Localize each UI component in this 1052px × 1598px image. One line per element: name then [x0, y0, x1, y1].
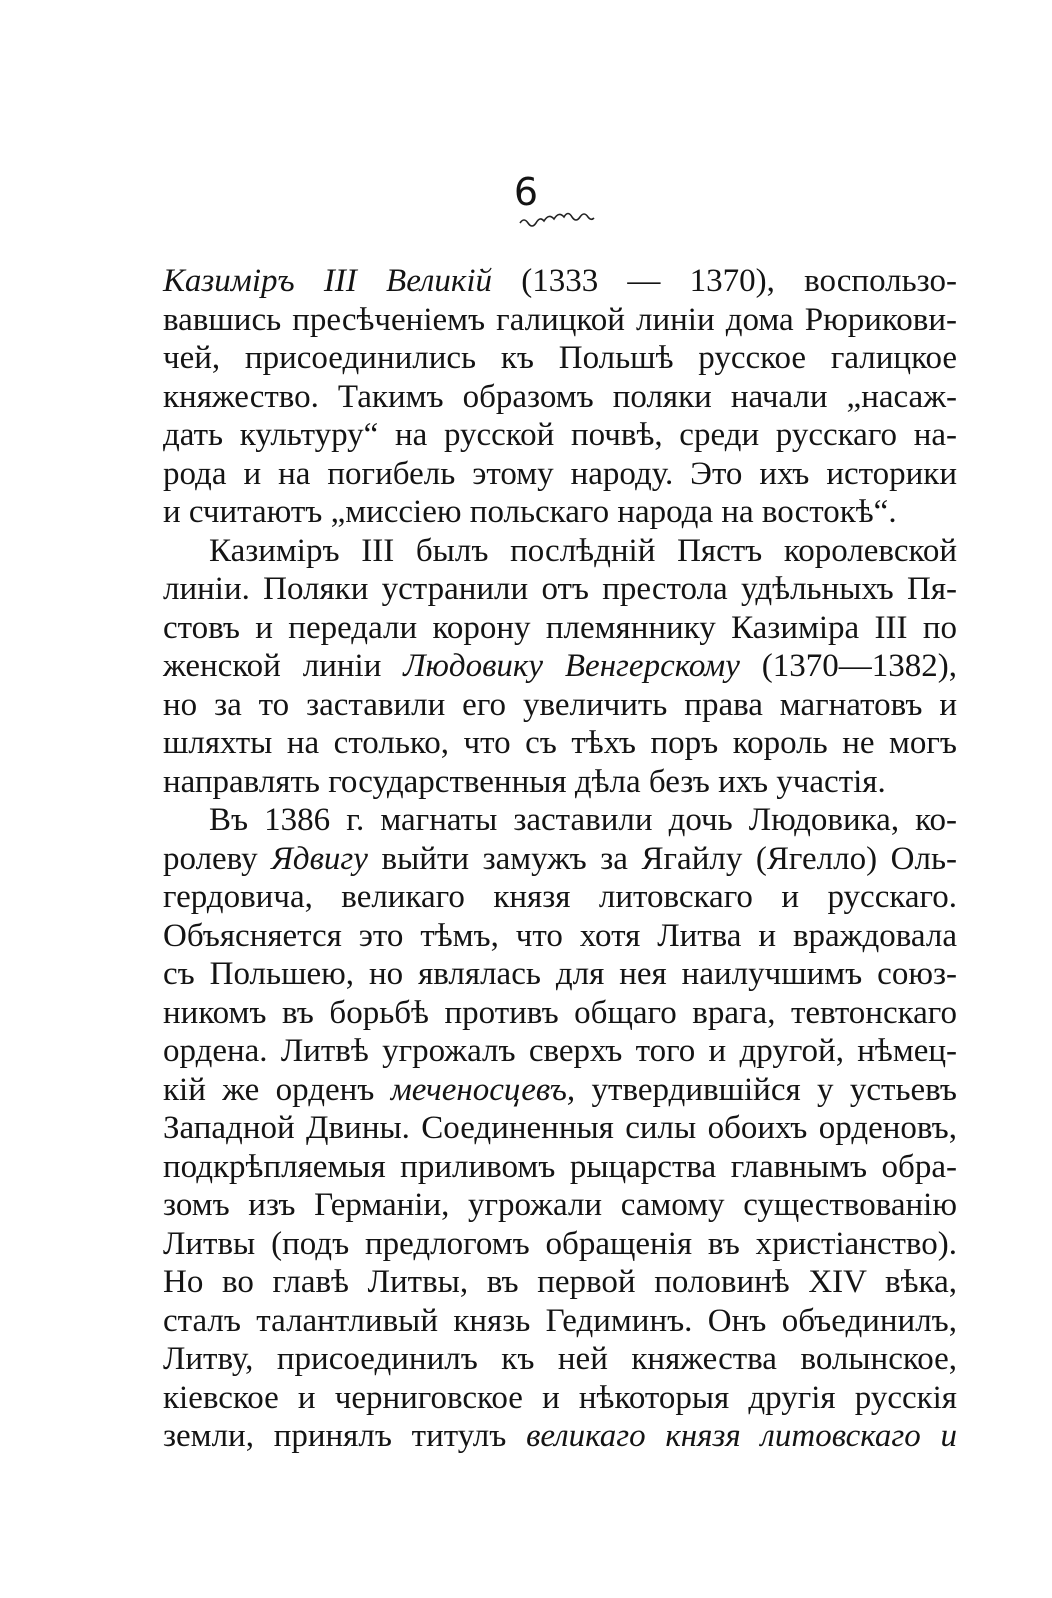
text-line: [163, 955, 957, 994]
text-segment: стовъ и передали корону племяннику Казиміра III по: [163, 609, 957, 646]
text-segment: съ Польшею, но являлась для нея наилучшимъ союз-: [163, 956, 957, 992]
text-line: [163, 339, 957, 378]
text-segment: подкрѣпляемыя приливомъ рыцарства главнымъ обра-: [163, 1148, 957, 1185]
text-segment: чей, присоединились къ Польшѣ русское галицкое: [163, 340, 957, 376]
text-line: [163, 917, 957, 956]
text-segment: Литвы (подъ предлогомъ обращенія въ христіанство).: [163, 1225, 957, 1262]
paragraph: [163, 801, 957, 1456]
text-line: [163, 301, 957, 340]
text-line: [163, 686, 957, 725]
text-segment: но за то заставили его увеличить права магнатовъ и: [163, 686, 957, 723]
text-line: [163, 455, 957, 494]
text-segment: дать культуру“ на русской почвѣ, среди русскаго на-: [163, 417, 957, 453]
italic-text: великаго князя литовскаго и: [526, 1418, 957, 1454]
text-line: [163, 1225, 957, 1264]
paragraph: [163, 262, 957, 532]
text-line: [163, 840, 957, 879]
text-segment: зомъ изъ Германіи, угрожали самому существованію: [163, 1187, 957, 1223]
wave-ornament-icon: [518, 212, 598, 228]
body-text: [163, 262, 957, 1456]
text-line: [163, 416, 957, 455]
text-line: [163, 1032, 957, 1071]
text-line: [163, 378, 957, 417]
text-segment: земли, принялъ титулъ: [163, 1418, 527, 1454]
text-segment: княжество. Такимъ образомъ поляки начали „насаж-: [163, 378, 957, 415]
text-line: [163, 570, 957, 609]
text-segment: Въ 1386 г. магнаты заставили дочь Людовика, ко-: [209, 802, 957, 838]
text-line: [163, 532, 957, 571]
text-segment: сталъ талантливый князь Гедиминъ. Онъ объединилъ,: [163, 1302, 957, 1339]
text-line: [163, 994, 957, 1033]
text-line: [163, 878, 957, 917]
text-line: [163, 647, 957, 686]
text-segment: Объясняется это тѣмъ, что хотя Литва и враждовала: [163, 917, 957, 954]
text-segment: (1333 — 1370), воспользо-: [492, 263, 957, 299]
italic-text: Людовику Венгерскому: [403, 648, 740, 684]
page-number: 6: [513, 170, 539, 214]
text-line: [163, 1417, 957, 1456]
text-line: [163, 1302, 957, 1341]
italic-text: меченосцевъ,: [390, 1071, 576, 1108]
text-segment: кіевское и черниговское и нѣкоторыя другія русскія: [163, 1379, 957, 1416]
text-line: [163, 1340, 957, 1379]
text-line: [163, 1379, 957, 1418]
text-segment: никомъ въ борьбѣ противъ общаго врага, тевтонскаго: [163, 994, 957, 1031]
text-segment: кій же орденъ: [163, 1071, 391, 1108]
text-segment: (1370—1382),: [739, 648, 958, 684]
text-segment: Литву, присоединилъ къ ней княжества волынское,: [163, 1341, 957, 1377]
italic-text: Казиміръ III Великій: [163, 263, 493, 299]
text-line: [163, 763, 957, 802]
text-segment: линіи. Поляки устранили отъ престола удѣльныхъ Пя-: [163, 571, 957, 607]
text-segment: выйти замужъ за Ягайлу (Ягелло) Оль-: [367, 840, 957, 877]
text-line: [163, 609, 957, 648]
text-segment: и считаютъ „миссіею польскаго народа на востокѣ“.: [163, 494, 897, 530]
text-line: [163, 1263, 957, 1302]
text-line: [163, 1109, 957, 1148]
text-line: [163, 1071, 957, 1110]
text-segment: ордена. Литвѣ угрожалъ сверхъ того и другой, нѣмец-: [163, 1033, 957, 1069]
text-segment: направлять государственныя дѣла безъ ихъ участія.: [163, 763, 886, 800]
text-segment: утвердившійся у устьевъ: [575, 1071, 957, 1108]
text-line: [163, 801, 957, 840]
text-segment: гердовича, великаго князя литовскаго и русскаго.: [163, 879, 957, 915]
text-line: [163, 724, 957, 763]
text-segment: женской линіи: [163, 648, 404, 684]
text-segment: ролеву: [163, 840, 272, 877]
text-line: [163, 1148, 957, 1187]
text-segment: Казиміръ III былъ послѣдній Пястъ королевской: [209, 532, 957, 569]
text-line: [163, 493, 957, 532]
italic-text: Ядвигу: [271, 840, 368, 877]
text-segment: Западной Двины. Соединенныя силы обоихъ орденовъ,: [163, 1110, 957, 1146]
text-segment: вавшись пресѣченіемъ галицкой линіи дома Рюрикови-: [163, 301, 957, 338]
paragraph: [163, 532, 957, 802]
text-line: [163, 1186, 957, 1225]
text-line: [163, 262, 957, 301]
text-segment: шляхты на столько, что съ тѣхъ поръ король не могъ: [163, 725, 957, 761]
text-segment: рода и на погибель этому народу. Это ихъ историки: [163, 455, 957, 492]
text-segment: Но во главѣ Литвы, въ первой половинѣ XIV вѣка,: [163, 1264, 957, 1300]
